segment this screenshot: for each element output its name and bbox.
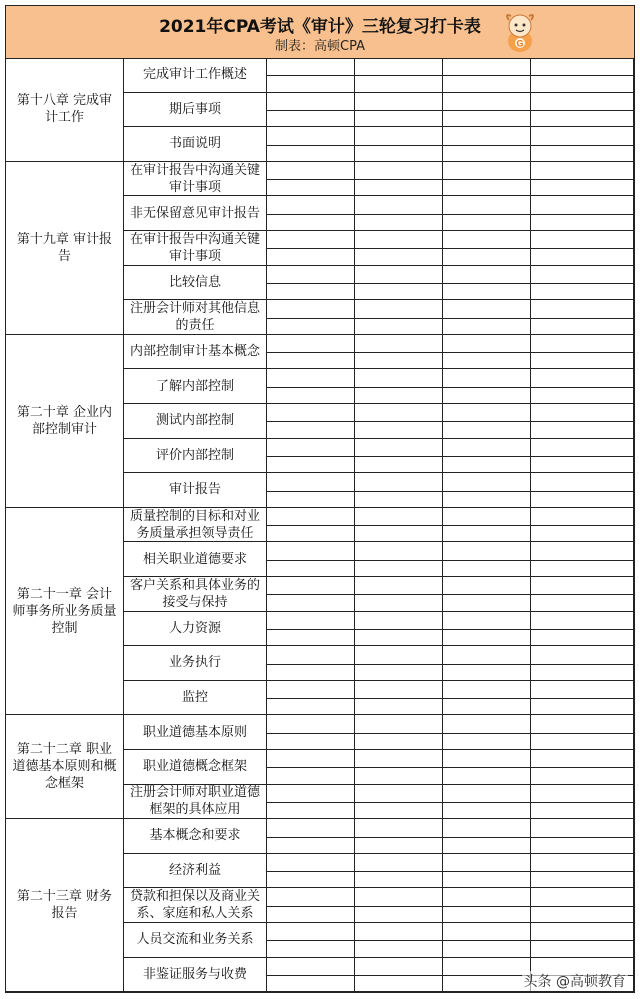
topic-cell	[124, 404, 267, 439]
topic-label: 非鉴证服务与收费	[142, 966, 247, 982]
mascot-letter: G	[516, 38, 524, 49]
sheet-subtitle: 制表：高顿CPA	[275, 39, 365, 54]
row-subdivider	[267, 248, 634, 249]
topic-cell	[124, 854, 267, 889]
row-subdivider	[267, 456, 634, 457]
row-subdivider	[267, 318, 634, 319]
topic-cell	[124, 196, 267, 231]
topic-cell	[124, 369, 267, 404]
topic-label: 职业道德概念框架	[142, 759, 247, 775]
topic-cell	[124, 888, 267, 923]
row-subdivider	[267, 940, 634, 941]
topic-cell	[124, 127, 267, 162]
row-subdivider	[267, 629, 634, 630]
row-subdivider	[267, 179, 634, 180]
row-subdivider	[267, 733, 634, 734]
topic-label: 人员交流和业务关系	[136, 932, 254, 948]
chapter-cell	[6, 819, 124, 992]
row-subdivider	[267, 871, 634, 872]
topic-label: 评价内部控制	[155, 447, 234, 463]
row-subdivider	[267, 145, 634, 146]
topic-cell	[124, 473, 267, 508]
row-subdivider	[267, 387, 634, 388]
row-subdivider	[267, 214, 634, 215]
chapter-title: 第十八章 完成审计工作	[16, 93, 113, 126]
topic-label: 非无保留意见审计报告	[129, 205, 260, 221]
topic-cell	[124, 300, 267, 335]
topic-label: 在审计报告中沟通关键审计事项	[129, 162, 260, 195]
row-subdivider	[267, 698, 634, 699]
row-subdivider	[267, 802, 634, 803]
chapter-title: 第二十章 企业内部控制审计	[16, 404, 113, 437]
topic-cell	[124, 58, 267, 93]
topic-cell	[124, 750, 267, 785]
chapter-title: 第二十二章 职业道德基本原则和概念框架	[12, 742, 117, 792]
topic-cell	[124, 681, 267, 716]
topic-cell	[124, 646, 267, 681]
row-subdivider	[267, 525, 634, 526]
chapter-title: 第十九章 审计报告	[16, 231, 113, 264]
topic-label: 内部控制审计基本概念	[129, 344, 260, 360]
topic-cell	[124, 439, 267, 474]
topic-label: 审计报告	[168, 482, 221, 498]
chapter-cell	[6, 715, 124, 819]
topic-label: 质量控制的目标和对业务质量承担领导责任	[129, 508, 260, 541]
topic-cell	[124, 923, 267, 958]
row-subdivider	[267, 75, 634, 76]
topic-label: 注册会计师对职业道德框架的具体应用	[129, 785, 260, 818]
topic-label: 完成审计工作概述	[142, 67, 247, 83]
topic-cell	[124, 577, 267, 612]
topic-cell	[124, 958, 267, 993]
topic-label: 贷款和担保以及商业关系、家庭和私人关系	[129, 889, 260, 922]
chapter-cell	[6, 508, 124, 716]
chapter-cell	[6, 162, 124, 335]
topic-label: 基本概念和要求	[149, 828, 241, 844]
checkin-sheet	[5, 5, 635, 993]
chapter-cell	[6, 335, 124, 508]
topic-cell	[124, 508, 267, 543]
cartoon-mascot-icon	[500, 11, 540, 55]
row-subdivider	[267, 491, 634, 492]
topic-cell	[124, 612, 267, 647]
topic-label: 相关职业道德要求	[142, 551, 247, 567]
chapter-cell	[6, 58, 124, 162]
topic-label: 书面说明	[168, 136, 221, 152]
topic-cell	[124, 231, 267, 266]
sheet-title: 2021年CPA考试《审计》三轮复习打卡表	[159, 17, 481, 37]
chapter-title: 第二十三章 财务报告	[16, 889, 113, 922]
topic-cell	[124, 335, 267, 370]
row-subdivider	[267, 767, 634, 768]
row-subdivider	[267, 664, 634, 665]
topic-label: 在审计报告中沟通关键审计事项	[129, 231, 260, 264]
topic-label: 经济利益	[168, 863, 221, 879]
topic-cell	[124, 162, 267, 197]
topic-label: 期后事项	[168, 101, 221, 117]
chapter-title: 第二十一章 会计师事务所业务质量控制	[12, 586, 117, 636]
topic-label: 客户关系和具体业务的接受与保持	[129, 577, 260, 610]
topic-cell	[124, 819, 267, 854]
row-subdivider	[267, 594, 634, 595]
row-subdivider	[267, 560, 634, 561]
topic-label: 人力资源	[168, 620, 221, 636]
row-subdivider	[267, 906, 634, 907]
topic-cell	[124, 93, 267, 128]
topic-label: 比较信息	[168, 274, 221, 290]
row-subdivider	[267, 421, 634, 422]
watermark: 头条 @高顿教育	[522, 971, 628, 991]
topic-label: 职业道德基本原则	[142, 724, 247, 740]
topic-label: 注册会计师对其他信息的责任	[129, 300, 260, 333]
topic-cell	[124, 715, 267, 750]
topic-label: 监控	[181, 690, 208, 706]
topic-cell	[124, 785, 267, 820]
checkin-grid	[6, 58, 634, 992]
sheet-header	[6, 6, 634, 59]
row-subdivider	[267, 837, 634, 838]
row-subdivider	[267, 110, 634, 111]
row-subdivider	[267, 283, 634, 284]
topic-label: 业务执行	[168, 655, 221, 671]
topic-cell	[124, 266, 267, 301]
row-subdivider	[267, 352, 634, 353]
topic-cell	[124, 542, 267, 577]
topic-label: 了解内部控制	[155, 378, 234, 394]
topic-label: 测试内部控制	[155, 413, 234, 429]
